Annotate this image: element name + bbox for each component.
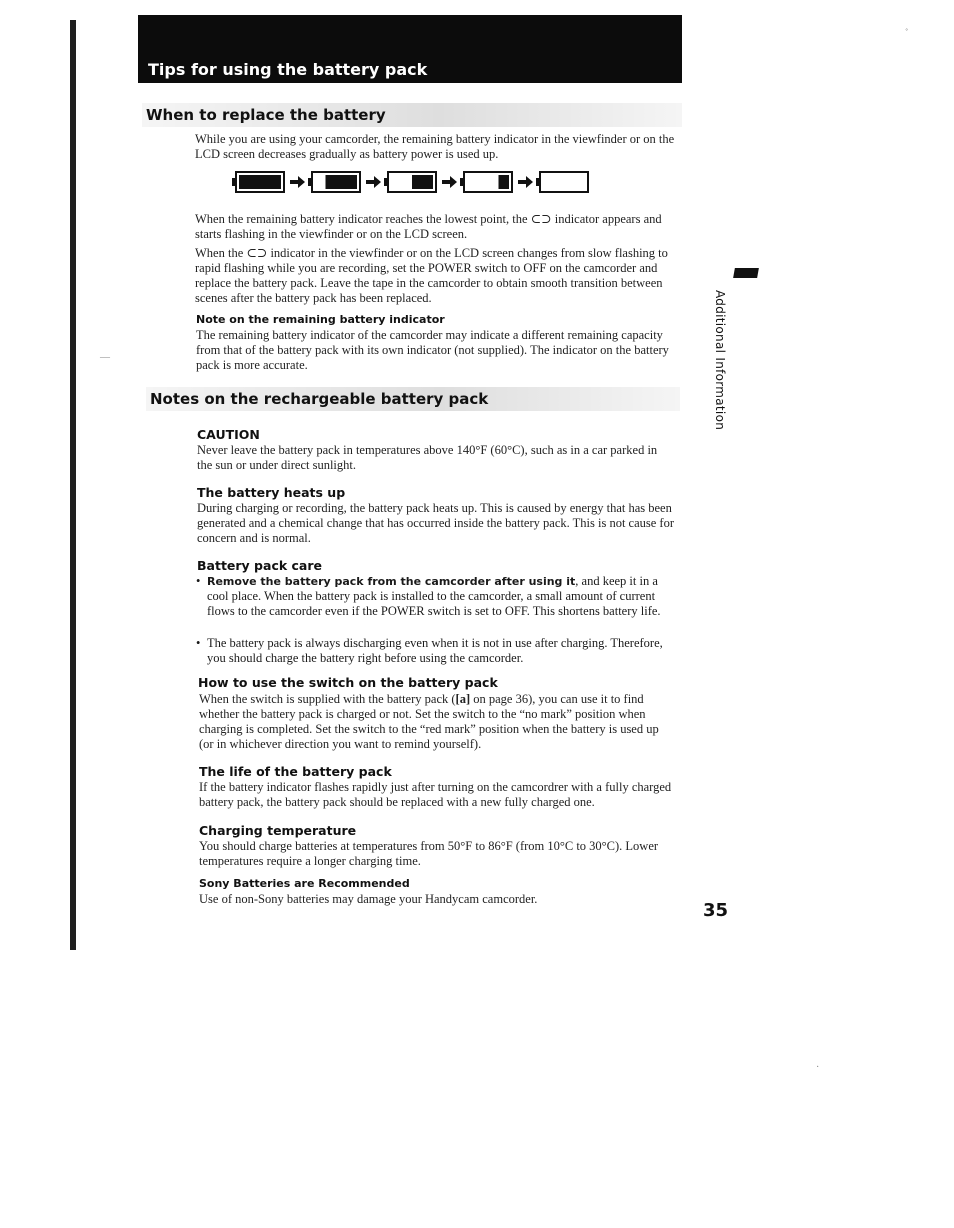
care-bullet-1	[196, 574, 678, 619]
care-bullet-1-bold: Remove the battery pack from the camcorder after using it	[207, 575, 576, 588]
page-title: Tips for using the battery pack	[148, 60, 428, 79]
switch-title: How to use the switch on the battery pack	[198, 675, 498, 690]
arrow-right-icon	[442, 176, 457, 188]
battery-icon-5	[536, 172, 588, 192]
battery-fill	[239, 175, 281, 189]
page-edge-bar	[70, 20, 76, 950]
switch-text	[199, 692, 673, 752]
note-text: The remaining battery indicator of the camcorder may indicate a different remaining capacity from that of the battery pack with its own indicator (not supplied). The indicator on the battery pack is more accurate.	[196, 328, 669, 372]
section-title-notes: Notes on the rechargeable battery pack	[146, 387, 680, 411]
switch-ref: [a]	[455, 692, 471, 706]
section-title-replace: When to replace the battery	[142, 103, 682, 127]
battery-icon-2	[308, 172, 360, 192]
battery-indicator-graphic	[232, 170, 612, 196]
switch-text-b: on page 36), you can use it to find whether the battery pack is charged or not. Set the switch to the “no mark” position when charging is completed. Set the switch to the “red mark” position when the battery is used up (or in whichever direction you want to remind yourself).	[199, 692, 659, 751]
care-title: Battery pack care	[197, 558, 322, 573]
section-tab-marker	[733, 268, 759, 278]
arrow-right-icon	[518, 176, 533, 188]
temp-title: Charging temperature	[199, 823, 357, 838]
temp-text: You should charge batteries at temperatures from 50°F to 86°F (from 10°C to 30°C). Lower temperatures require a longer charging time.	[199, 839, 659, 868]
battery-icon-4	[460, 172, 512, 192]
caution-title: CAUTION	[197, 427, 260, 442]
lowest-point-paragraph: When the remaining battery indicator reaches the lowest point, the ⊂⊃ indicator appears and starts flashing in the viewfinder or on the LCD screen.	[195, 212, 662, 241]
bullet-dot: •	[196, 636, 201, 650]
arrow-right-icon	[366, 176, 381, 188]
battery-indicator-sequence	[232, 170, 612, 201]
page-number: 35	[703, 900, 729, 921]
note-title: Note on the remaining battery indicator	[196, 313, 445, 326]
scan-speck: —	[100, 352, 110, 363]
battery-icon-1	[232, 172, 284, 192]
life-text: If the battery indicator flashes rapidly just after turning on the camcordrer with a fully charged battery pack, the battery pack should be replaced with a new fully charged one.	[199, 780, 672, 809]
care-bullet-2-text: The battery pack is always discharging even when it is not in use after charging. Therefore, you should charge the battery right before using the camcorder.	[207, 636, 663, 665]
switch-text-a: When the switch is supplied with the battery pack (	[199, 692, 456, 706]
header-bar	[138, 15, 682, 83]
care-bullet-1-text: , and keep it in a cool place. When the battery pack is installed to the camcorder, a small amount of current flows to the camcorder even if the POWER switch is set to OFF. This shortens battery life.	[207, 574, 661, 618]
intro-paragraph: While you are using your camcorder, the remaining battery indicator in the viewfinder or on the LCD screen decreases gradually as battery power is used up.	[195, 132, 675, 161]
replace-paragraph: When the ⊂⊃ indicator in the viewfinder or on the LCD screen changes from slow flashing to rapid flashing while you are recording, set the POWER switch to OFF on the camcorder and replace the battery pack. Leave the tape in the camcorder to obtain smooth transition between scenes after the battery pack has been replaced.	[195, 246, 668, 305]
arrow-right-icon	[290, 176, 305, 188]
sony-text: Use of non-Sony batteries may damage your Handycam camcorder.	[199, 892, 538, 906]
care-bullet-2	[196, 636, 678, 666]
battery-fill	[326, 175, 358, 189]
life-title: The life of the battery pack	[199, 764, 392, 779]
battery-fill	[499, 175, 510, 189]
scan-speck: ·	[816, 1062, 820, 1073]
heats-title: The battery heats up	[197, 485, 346, 500]
bullet-dot: •	[196, 574, 201, 588]
heats-text: During charging or recording, the battery pack heats up. This is caused by energy that has been generated and a chemical change that has occurred inside the battery pack. This is not cause for concern and is normal.	[197, 501, 675, 545]
side-section-label: Additional Information	[713, 290, 727, 431]
scan-speck: ˚	[905, 28, 909, 39]
battery-body	[540, 172, 588, 192]
battery-fill	[412, 175, 433, 189]
battery-icon-3	[384, 172, 436, 192]
sony-title: Sony Batteries are Recommended	[199, 877, 410, 890]
caution-text: Never leave the battery pack in temperatures above 140°F (60°C), such as in a car parked in the sun or under direct sunlight.	[197, 443, 658, 472]
